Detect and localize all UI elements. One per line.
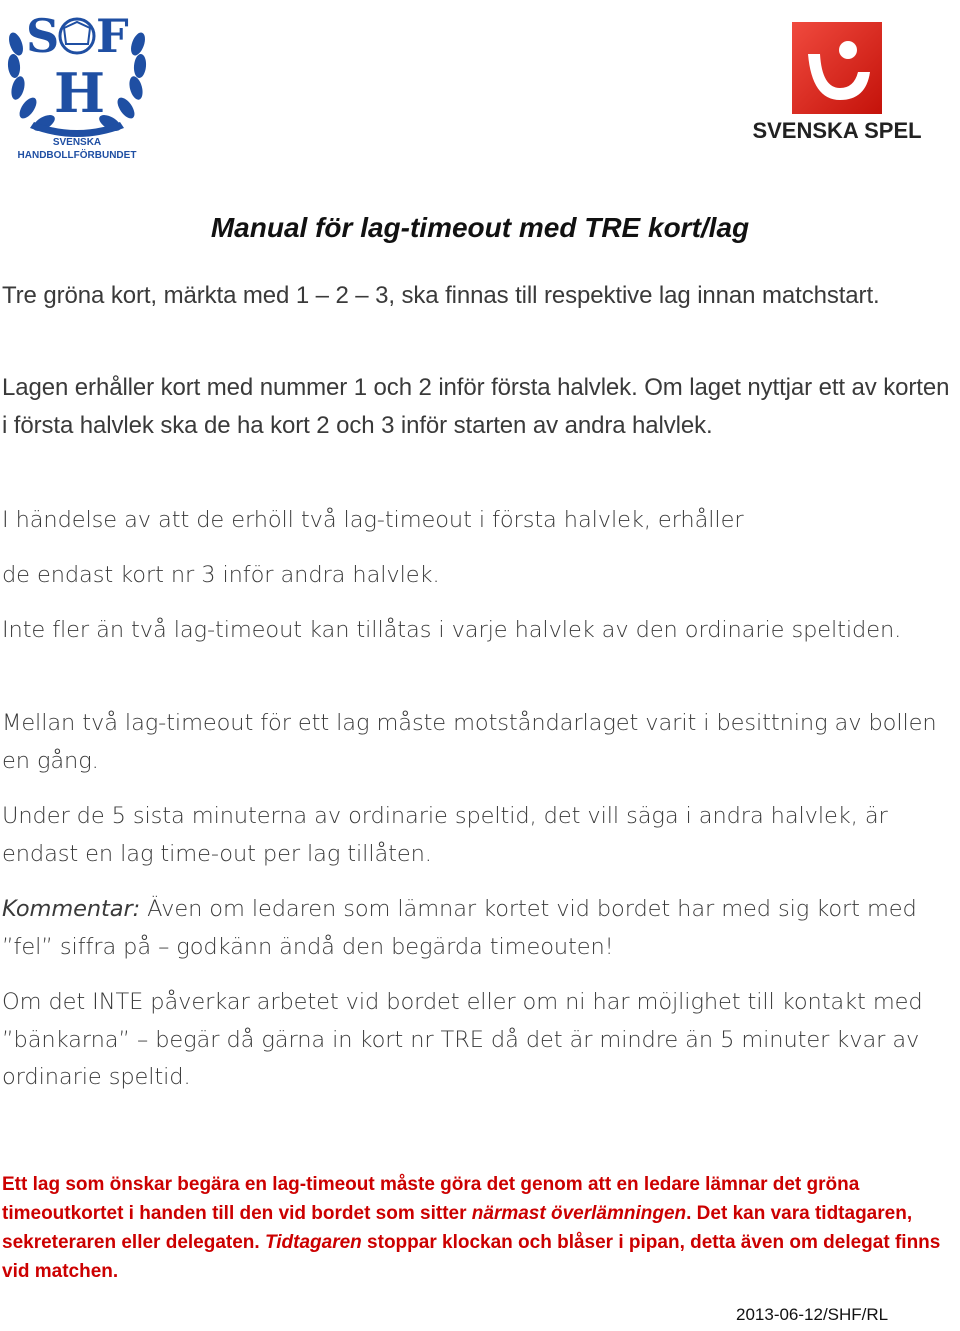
paragraph-last-five-minutes: Under de 5 sista minuterna av ordinarie speltid, det vill säga i andra halvlek, är endast en lag time-out per lag tillåten. — [2, 803, 888, 867]
notice-emphasis-1: närmast överlämningen — [471, 1203, 687, 1224]
svg-text:SVENSKA SPEL: SVENSKA SPEL — [752, 118, 922, 143]
document-title: Manual för lag-timeout med TRE kort/lag — [210, 212, 750, 243]
svenska-spel-icon — [740, 20, 935, 145]
svg-text:SVENSKA: SVENSKA — [52, 137, 102, 148]
shf-logo — [4, 4, 150, 162]
paragraph-halftime-cards: Lagen erhåller kort med nummer 1 och 2 inför första halvlek. Om laget nyttjar ett av korten i första halvlek ska de ha kort 2 och 3 inför starten av andra halvlek. — [2, 374, 950, 439]
paragraph-two-timeouts-first: I händelse av att de erhöll två lag-timeout i första halvlek, erhåller — [2, 507, 744, 533]
svenska-spel-logo — [740, 20, 935, 145]
paragraph-comment — [2, 891, 957, 966]
notice-part-1: Ett lag som önskar begära en lag-timeout måste göra det genom att en ledare lämnar det gröna timeoutkortet i handen till den vid bordet som sitter — [2, 1174, 860, 1224]
paragraph-max-timeouts: Inte fler än två lag-timeout kan tillåtas i varje halvlek av den ordinarie speltiden. — [2, 617, 902, 643]
notice-part-5: stoppar klockan och blåser i pipan, detta även om delegat finns vid matchen. — [2, 1232, 941, 1282]
footer-reference: 2013-06-12/SHF/RL — [736, 1305, 889, 1324]
svg-text:HANDBOLLFÖRBUNDET: HANDBOLLFÖRBUNDET — [17, 150, 137, 161]
notice-part-3: . Det kan vara tidtagaren, sekreteraren eller delegaten. — [2, 1203, 913, 1253]
svg-text:F: F — [96, 9, 129, 63]
paragraph-card-three: Om det INTE påverkar arbetet vid bordet eller om ni har möjlighet till kontakt med ”bänkarna” – begär då gärna in kort nr TRE då det är mindre än 5 minuter kvar av ordinarie speltid. — [2, 989, 923, 1090]
svg-text:H: H — [54, 61, 106, 125]
paragraph-two-timeouts-second: de endast kort nr 3 inför andra halvlek. — [2, 562, 440, 588]
comment-label: Kommentar: — [2, 896, 141, 922]
timeout-procedure-notice — [2, 1170, 957, 1286]
svg-text:S: S — [26, 9, 60, 63]
comment-text: Även om ledaren som lämnar kortet vid bordet har med sig kort med ”fel” siffra på – godkänn ändå den begärda timeouten! — [2, 896, 917, 960]
shf-laurel-icon — [4, 4, 150, 162]
paragraph-possession-rule: Mellan två lag-timeout för ett lag måste motståndarlaget varit i besittning av bollen en gång. — [2, 710, 937, 774]
paragraph-cards-intro: Tre gröna kort, märkta med 1 – 2 – 3, ska finnas till respektive lag innan matchstart. — [2, 282, 880, 309]
notice-emphasis-2: Tidtagaren — [264, 1232, 362, 1253]
